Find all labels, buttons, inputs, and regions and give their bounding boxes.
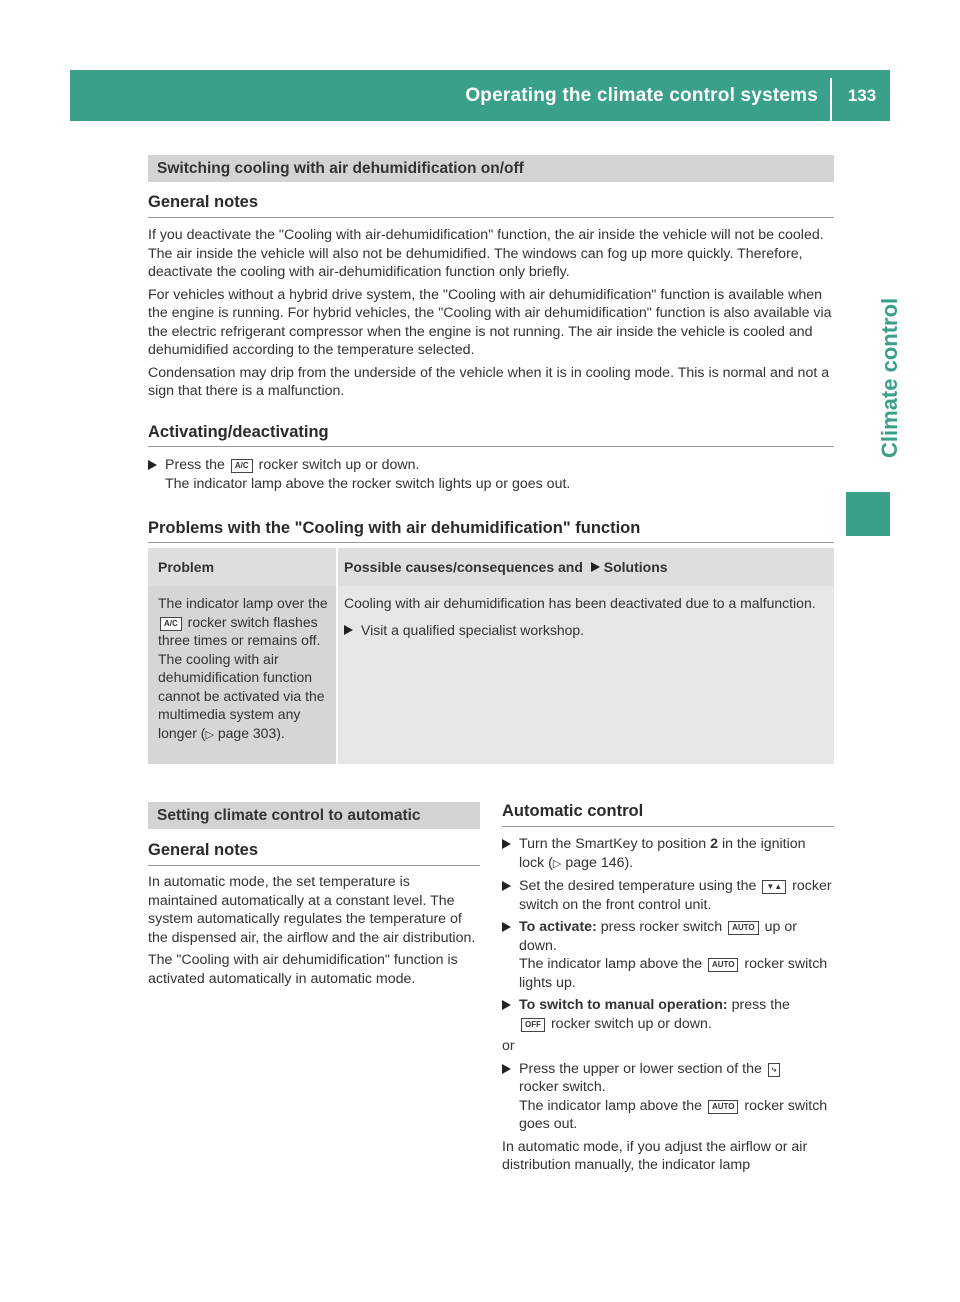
heading-rule	[502, 826, 834, 827]
step-bold: To activate:	[519, 919, 597, 935]
page-ref-icon: ▷	[205, 728, 214, 741]
cell-text: rocker switch flashes three times or remains off. The cooling with air dehumidification function cannot be activated via the multimedia system any longer	[158, 613, 325, 741]
arrow-icon	[591, 562, 600, 572]
ac-button-icon: A/C	[160, 617, 182, 631]
paragraph: In automatic mode, the set temperature is maintained automatically at a constant level. The system automatically regulates the temperature of the dispensed air, the airflow and the air distribution.	[148, 874, 476, 946]
step-bold: To switch to manual operation:	[519, 997, 728, 1013]
step-text: rocker switch up or down.	[550, 1015, 712, 1032]
step-result: rocker switch lights up.	[519, 956, 828, 991]
section-title-bar: Setting climate control to automatic	[148, 802, 480, 829]
step-text: up or down.	[519, 919, 797, 954]
step-result: The indicator lamp above the	[519, 1097, 702, 1114]
temperature-switch-icon: ▼▲	[762, 880, 786, 894]
header-title: Operating the climate control systems	[465, 85, 818, 106]
step-arrow-icon	[502, 881, 511, 891]
step-text: rocker switch up or down.	[258, 457, 420, 473]
auto-button-icon: AUTO	[728, 921, 759, 935]
general-notes-body	[148, 226, 834, 405]
step-arrow-icon	[502, 922, 511, 932]
fan-off-button-icon: OFF	[521, 1018, 545, 1032]
problems-heading: Problems with the "Cooling with air dehumidification" function	[148, 519, 641, 537]
problems-table	[148, 548, 834, 764]
automatic-control-heading: Automatic control	[502, 802, 644, 820]
step-text: Set the desired temperature using the	[519, 878, 757, 894]
page-ref-icon: ▷	[552, 857, 562, 870]
ac-button-icon: A/C	[231, 459, 253, 473]
cell-text: The indicator lamp over the	[158, 595, 328, 611]
paragraph: If you deactivate the "Cooling with air-dehumidification" function, the air inside the vehicle will not be cooled. The air inside the vehicle will also not be dehumidified. The windows can fog up more quickly. Therefore, deactivate the cooling with air-dehumidification function only briefly.	[148, 227, 824, 280]
side-tab-marker	[846, 492, 890, 536]
heading-rule	[148, 446, 834, 447]
step-text: rocker switch.	[519, 1079, 606, 1095]
page-number: 133	[847, 86, 877, 105]
step-result: rocker switch goes out.	[519, 1097, 828, 1132]
paragraph: The "Cooling with air dehumidification" function is activated automatically in automatic mode.	[148, 952, 458, 987]
activating-step	[148, 456, 834, 493]
step-result: The indicator lamp above the	[519, 956, 702, 972]
closing-paragraph: In automatic mode, if you adjust the airflow or air distribution manually, the indicator lamp	[502, 1138, 808, 1173]
step-text: press rocker switch	[600, 919, 723, 935]
step-arrow-icon	[502, 839, 511, 849]
solution-text: Visit a qualified specialist workshop.	[361, 621, 585, 638]
page-reference: page 303).	[217, 724, 285, 741]
step-arrow-icon	[502, 1064, 511, 1074]
auto-button-icon: AUTO	[708, 1100, 739, 1114]
automatic-control-body	[502, 835, 834, 1175]
paragraph: For vehicles without a hybrid drive system, the "Cooling with air dehumidification" function is available when the engine is running. For hybrid vehicles, the "Cooling with air dehumidification" function is also available via the electric refrigerant compressor when the engine is not running. The air inside the vehicle is cooled and dehumidified according to the temperature selected.	[148, 286, 832, 358]
header-divider	[830, 78, 832, 121]
heading-rule	[148, 217, 834, 218]
or-label: or	[502, 1038, 515, 1054]
cell-text: Cooling with air dehumidification has been deactivated due to a malfunction.	[344, 595, 816, 611]
activating-heading: Activating/deactivating	[148, 423, 329, 441]
step-text: press the	[731, 997, 790, 1013]
table-header-solutions	[338, 548, 834, 586]
air-distribution-button-icon: ⤷	[768, 1063, 780, 1077]
paragraph: Condensation may drip from the underside of the vehicle when it is in cooling mode. This is normal and not a sign that there is a malfunction.	[148, 364, 830, 399]
step-text: in the ignition lock (	[519, 836, 806, 871]
section-title-bar: Switching cooling with air dehumidification on/off	[148, 155, 834, 182]
general-notes-heading: General notes	[148, 193, 259, 211]
table-header-problem: Problem	[148, 548, 336, 586]
heading-rule	[148, 865, 480, 866]
step-arrow-icon	[502, 1000, 511, 1010]
step-arrow-icon	[148, 460, 157, 470]
step-arrow-icon	[344, 625, 353, 635]
automatic-notes-body	[148, 873, 480, 992]
side-tab-label: Climate control	[877, 297, 902, 458]
page-reference: page 146).	[565, 854, 634, 871]
step-text: Press the	[165, 457, 225, 473]
header-text: Possible causes/consequences and	[344, 559, 583, 575]
page-header	[70, 70, 890, 121]
heading-rule	[148, 542, 834, 543]
side-tab	[846, 210, 902, 480]
table-cell-problem: The indicator lamp over the A/C rocker switch flashes three times or remains off. The cooling with air dehumidification function cannot be activated via the multimedia system any longer (▷ page 303).	[148, 586, 336, 764]
step-bold: 2	[710, 836, 718, 852]
step-text: rocker switch on the front control unit.	[519, 878, 832, 913]
general-notes-heading: General notes	[148, 841, 259, 859]
header-text: Solutions	[603, 559, 668, 575]
step-text: Press the upper or lower section of the	[519, 1060, 762, 1077]
auto-button-icon: AUTO	[708, 958, 739, 972]
table-cell-solution	[338, 586, 834, 764]
step-text: Turn the SmartKey to position	[519, 836, 707, 852]
step-result: The indicator lamp above the rocker switch lights up or goes out.	[165, 475, 571, 492]
